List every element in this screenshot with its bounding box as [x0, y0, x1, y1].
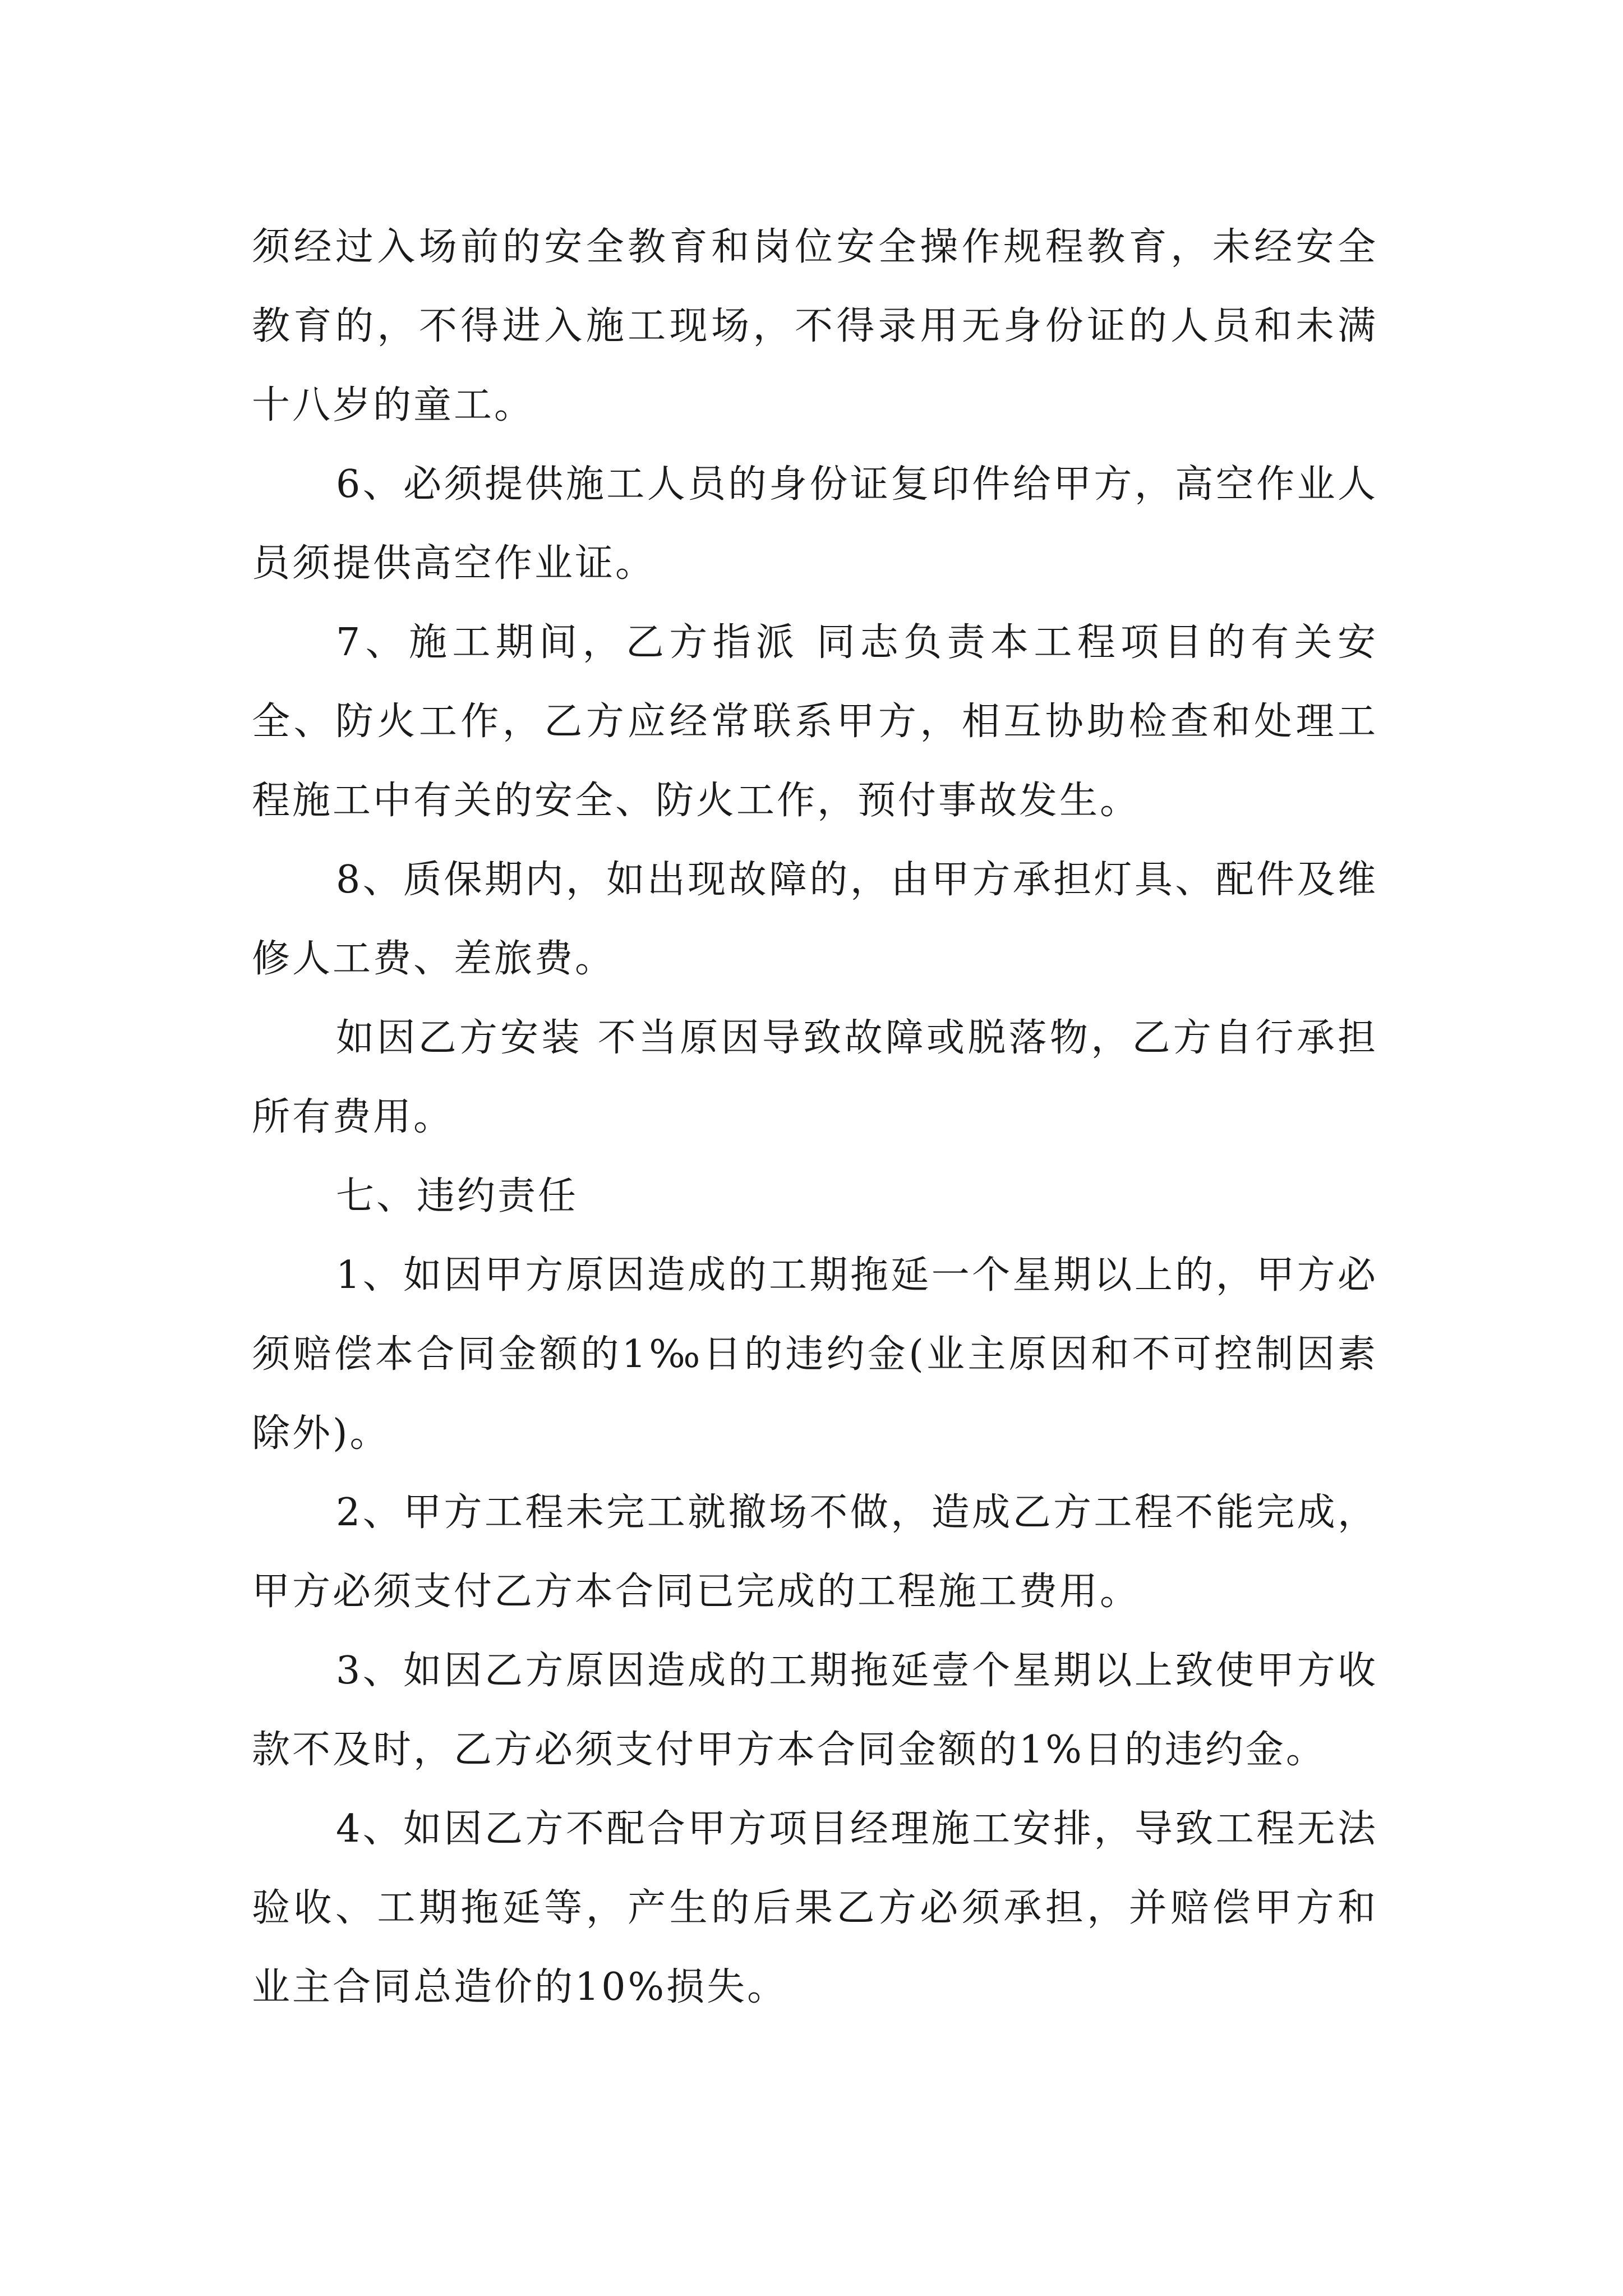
paragraph-breach-1: 1、如因甲方原因造成的工期拖延一个星期以上的，甲方必须赔偿本合同金额的1‰日的违约金(业主原因和不可控制因素除外)。 — [252, 1253, 1378, 1456]
paragraph-clause-7: 7、施工期间，乙方指派 同志负责本工程项目的有关安全、防火工作，乙方应经常联系甲方，相互协助检查和处理工程施工中有关的安全、防火工作，预付事故发生。 — [252, 620, 1378, 823]
paragraph-clause-6: 6、必须提供施工人员的身份证复印件给甲方，高空作业人员须提供高空作业证。 — [252, 462, 1378, 586]
document-body — [252, 208, 1378, 2027]
section-heading-breach-liability: 七、违约责任 — [336, 1174, 579, 1218]
paragraph-breach-4: 4、如因乙方不配合甲方项目经理施工安排，导致工程无法验收、工期拖延等，产生的后果乙方必须承担，并赔偿甲方和业主合同总造价的10%损失。 — [252, 1807, 1378, 2009]
paragraph-breach-3: 3、如因乙方原因造成的工期拖延壹个星期以上致使甲方收款不及时，乙方必须支付甲方本合同金额的1%日的违约金。 — [252, 1649, 1378, 1772]
paragraph-installation-note: 如因乙方安装 不当原因导致故障或脱落物，乙方自行承担所有费用。 — [252, 1016, 1378, 1139]
paragraph-clause-8: 8、质保期内，如出现故障的，由甲方承担灯具、配件及维修人工费、差旅费。 — [252, 858, 1378, 981]
paragraph-breach-2: 2、甲方工程未完工就撤场不做，造成乙方工程不能完成，甲方必须支付乙方本合同已完成的工程施工费用。 — [252, 1490, 1378, 1614]
paragraph-continuation: 须经过入场前的安全教育和岗位安全操作规程教育，未经安全教育的，不得进入施工现场，不得录用无身份证的人员和未满十八岁的童工。 — [252, 225, 1378, 427]
